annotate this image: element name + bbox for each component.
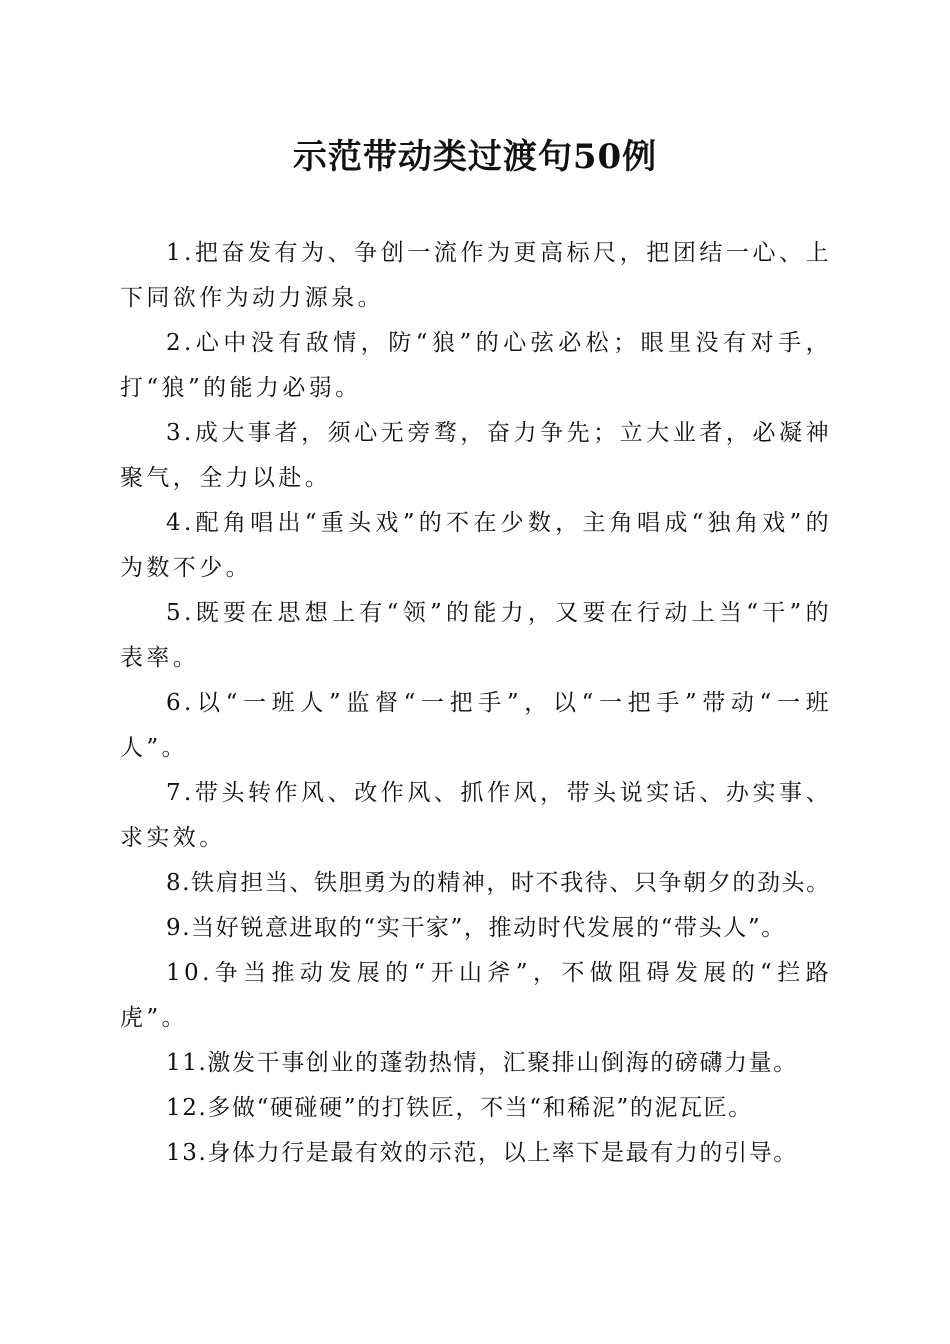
item-text: 多做“硬碰硬”的打铁匠，不当“和稀泥”的泥瓦匠。: [207, 1095, 753, 1121]
item-number: 7.: [166, 780, 195, 806]
list-item-5: [120, 591, 832, 681]
item-text: 成大事者，须心无旁骛，奋力争先；立大业者，必凝神聚气，全力以赴。: [120, 420, 832, 491]
list-item-4: [120, 501, 832, 591]
item-text: 铁肩担当、铁胆勇为的精神，时不我待、只争朝夕的劲头。: [191, 870, 831, 896]
item-number: 12.: [166, 1095, 208, 1121]
item-text: 配角唱出“重头戏”的不在少数，主角唱成“独角戏”的为数不少。: [120, 510, 832, 581]
item-text: 当好锐意进取的“实干家”，推动时代发展的“带头人”。: [191, 915, 786, 941]
item-text: 带头转作风、改作风、抓作风，带头说实话、办实事、求实效。: [120, 780, 832, 851]
item-number: 9.: [166, 915, 192, 941]
item-text: 以“一班人”监督“一把手”，以“一把手”带动“一班人”。: [120, 690, 832, 761]
item-number: 3.: [166, 420, 195, 446]
item-number: 10.: [166, 960, 213, 986]
item-text: 心中没有敌情，防“狼”的心弦必松；眼里没有对手，打“狼”的能力必弱。: [120, 330, 832, 401]
item-number: 4.: [166, 510, 195, 536]
item-number: 13.: [166, 1140, 208, 1166]
list-item-7: [120, 771, 832, 861]
item-number: 2.: [166, 330, 195, 356]
list-item-11: [120, 1041, 832, 1086]
item-text: 既要在思想上有“领”的能力，又要在行动上当“干”的表率。: [120, 600, 832, 671]
item-number: 8.: [166, 870, 192, 896]
list-item-9: [120, 906, 832, 951]
list-item-2: [120, 321, 832, 411]
list-item-12: [120, 1086, 832, 1131]
list-item-1: [120, 231, 832, 321]
item-text: 争当推动发展的“开山斧”，不做阻碍发展的“拦路虎”。: [120, 960, 832, 1031]
list-item-10: [120, 951, 832, 1041]
item-number: 11.: [166, 1050, 208, 1076]
list-item-3: [120, 411, 832, 501]
list-item-6: [120, 681, 832, 771]
document-body: [120, 231, 832, 1176]
item-number: 5.: [166, 600, 195, 626]
page-title: 示范带动类过渡句50例: [292, 137, 658, 177]
list-item-8: [120, 861, 832, 906]
list-item-13: [120, 1131, 832, 1176]
item-number: 6.: [166, 690, 195, 716]
item-text: 把奋发有为、争创一流作为更高标尺，把团结一心、上下同欲作为动力源泉。: [120, 240, 832, 311]
item-number: 1.: [166, 240, 195, 266]
item-text: 激发干事创业的蓬勃热情，汇聚排山倒海的磅礴力量。: [207, 1050, 798, 1076]
item-text: 身体力行是最有效的示范，以上率下是最有力的引导。: [207, 1140, 798, 1166]
